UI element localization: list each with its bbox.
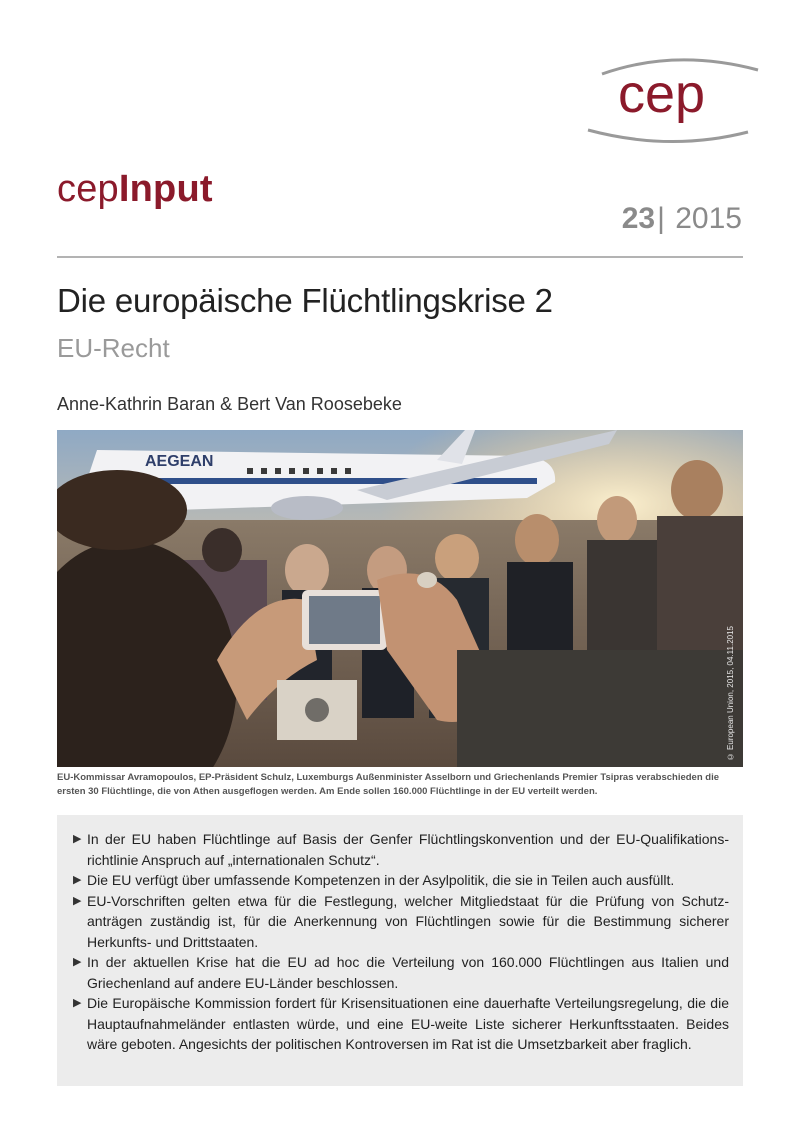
- summary-item-text: In der aktuellen Krise hat die EU ad hoc die Verteilung von 160.000 Flüchtlingen aus Italien und Griechenland auf andere EU-Länder beschlossen.: [87, 954, 729, 991]
- bullet-icon: ▶: [73, 956, 82, 968]
- bullet-icon: ▶: [73, 997, 82, 1009]
- photo-caption: EU-Kommissar Avramopoulos, EP-Präsident Schulz, Luxemburgs Außenminister Asselborn und Griechenlands Premier Tsipras verabschieden die ersten 30 Flüchtlinge, die von Athen ausgeflogen werden. Am Ende sollen 160.000 Flüchtlinge in der EU verteilt werden.: [57, 772, 720, 797]
- page-title: Die europäische Flüchtlingskrise 2: [57, 282, 553, 319]
- cep-logo: [580, 52, 770, 152]
- summary-box: [57, 815, 743, 1086]
- bullet-icon: ▶: [73, 894, 82, 907]
- issue-separator: |: [657, 202, 665, 235]
- header-divider: [57, 256, 743, 258]
- summary-item-text: Die Europäische Kommission fordert für Krisensituationen eine dauerhafte Verteilungsregelung, die die Hauptaufnahmeländer entlasten würde, und eine EU-weite Liste sicherer Herkunftsstaaten. Beides wäre geboten. Angesichts der politischen Kontroversen im Rat ist die Umsetzbarkeit aber fraglich.: [87, 995, 729, 1052]
- series-name-bold: Input: [118, 168, 213, 210]
- issue-num: 23: [621, 202, 656, 235]
- series-name-light: cep: [57, 168, 119, 210]
- issue-number: [622, 202, 742, 236]
- bullet-icon: ▶: [73, 833, 82, 845]
- page-subtitle: EU-Recht: [57, 333, 170, 363]
- summary-item: [73, 993, 729, 1055]
- summary-item-text: In der EU haben Flüchtlinge auf Basis der Genfer Flüchtlingskonvention und der EU-Qualifikationsrichtlinie Anspruch auf „internationalen Schutz“.: [87, 831, 729, 868]
- summary-item: [73, 829, 729, 870]
- cover-photo: [57, 430, 743, 767]
- airline-text: AEGEAN: [145, 453, 214, 470]
- photo-copyright: © European Union, 2015, 04.11.2015: [726, 625, 735, 761]
- bullet-icon: ▶: [73, 874, 82, 886]
- logo-text: cep: [618, 64, 706, 124]
- summary-item-text: Die EU verfügt über umfassende Kompetenzen in der Asylpolitik, die sie in Teilen auch ausfüllt.: [87, 872, 675, 888]
- issue-year: 2015: [675, 202, 742, 235]
- summary-item: [73, 891, 729, 953]
- summary-item: [73, 870, 729, 891]
- summary-item: [73, 952, 729, 993]
- summary-item-text: EU-Vorschriften gelten etwa für die Festlegung, welcher Mitgliedstaat für die Prüfung von Schutzanträgen zuständig ist, für die Anerkennung von Flüchtlingen sowie für die Bestimmung sicherer Herkunfts- und Drittstaaten.: [87, 892, 729, 950]
- authors: Anne-Kathrin Baran & Bert Van Roosebeke: [57, 394, 402, 414]
- series-name: [57, 168, 213, 211]
- summary-list: [73, 829, 729, 1055]
